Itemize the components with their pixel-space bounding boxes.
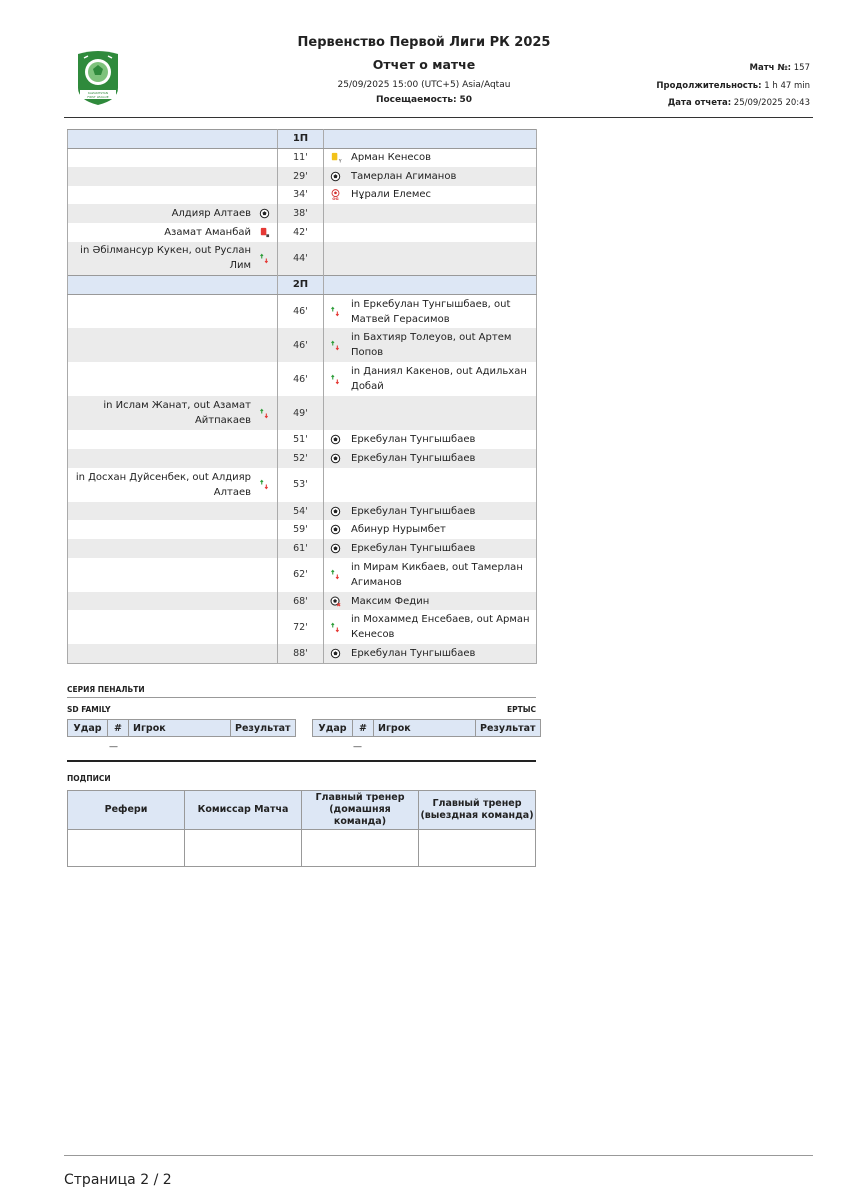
away-event [324,644,537,663]
goal-icon [259,208,270,219]
col-shot: Удар [68,720,108,737]
event-row [68,362,537,396]
event-row [68,520,537,539]
away-event [324,148,537,167]
away-event-text: Максим Федин [351,595,430,607]
away-event [324,328,537,362]
league-title: Первенство Первой Лиги РК 2025 [297,35,551,50]
report-header [0,0,848,120]
goal-icon [330,171,341,182]
away-event [324,502,537,521]
event-row [68,186,537,205]
event-minute: 44' [278,242,324,276]
substitution-icon [330,374,341,385]
away-event-text: Тамерлан Агиманов [351,170,457,182]
signatures-table [67,790,536,867]
substitution-icon [259,253,270,264]
home-event-text: in Досхан Дуйсенбек, out Алдияр Алтаев [75,471,251,498]
event-row [68,396,537,430]
away-event [324,520,537,539]
col-player: Игрок [129,720,231,737]
report-date-value: 25/09/2025 20:43 [733,98,810,108]
event-minute: 53' [278,468,324,502]
red-card-icon [259,227,270,238]
event-minute: 29' [278,167,324,186]
signatures-title: ПОДПИСИ [67,774,111,783]
report-date-label: Дата отчета: [667,98,732,108]
event-minute: 54' [278,502,324,521]
event-row [68,204,537,223]
penalty-table-home [67,719,296,737]
duration-value: 1 h 47 min [764,81,810,91]
event-minute: 46' [278,294,324,328]
missed-penalty-icon [330,596,341,607]
event-minute: 62' [278,558,324,592]
penalty-table-away [312,719,541,737]
event-minute: 59' [278,520,324,539]
sig-home-coach-line1: Главный тренер [315,792,405,803]
away-event-text: Еркебулан Тунгышбаев [351,542,476,554]
match-number [550,63,810,73]
away-event [324,186,537,205]
half-label: 1П [278,130,324,149]
away-event [324,294,537,328]
home-event [68,223,278,242]
away-event-text: Арман Кенесов [351,152,432,164]
away-event [324,430,537,449]
event-row [68,502,537,521]
svg-text:Y: Y [338,159,342,165]
substitution-icon [330,569,341,580]
home-event [68,242,278,276]
footer-divider [64,1155,813,1156]
away-event-text: in Бахтияр Толеуов, out Артем Попов [351,332,512,359]
sig-away-coach-box[interactable] [419,830,536,867]
svg-text:KAZAKHSTAN: KAZAKHSTAN [87,91,109,95]
col-result: Результат [231,720,296,737]
goal-icon [330,506,341,517]
event-row [68,468,537,502]
substitution-icon [330,622,341,633]
away-event [324,539,537,558]
goal-icon [330,524,341,535]
goal-icon [330,453,341,464]
event-minute: 61' [278,539,324,558]
away-event-text: Еркебулан Тунгышбаев [351,505,476,517]
penalty-home-empty: — [109,742,118,752]
event-row [68,294,537,328]
away-event-text: Еркебулан Тунгышбаев [351,452,476,464]
sig-commissioner-header: Комиссар Матча [185,791,302,830]
half-header-1 [68,130,537,149]
away-event [324,362,537,396]
own-goal-icon [330,189,341,200]
sig-away-coach-header [419,791,536,830]
penalty-bottom-divider [67,760,536,762]
goal-icon [330,648,341,659]
home-event [68,396,278,430]
penalty-home-team: SD FAMILY [67,705,111,714]
event-row [68,242,537,276]
away-event-text: in Даниял Какенов, out Адильхан Добай [351,366,527,393]
yellow-card-icon [330,152,341,163]
event-row [68,610,537,644]
event-minute: 46' [278,328,324,362]
match-number-value: 157 [793,63,810,73]
svg-text:OG: OG [332,196,339,202]
event-minute: 51' [278,430,324,449]
away-event-text: Абинур Нурымбет [351,524,446,536]
duration-label: Продолжительность: [656,81,762,91]
svg-text:FIRST LEAGUE: FIRST LEAGUE [87,95,109,99]
event-minute: 11' [278,148,324,167]
report-date [550,98,810,108]
header-divider [64,117,813,118]
penalty-away-empty: — [353,742,362,752]
event-minute: 49' [278,396,324,430]
away-event [324,558,537,592]
event-row [68,167,537,186]
away-event [324,610,537,644]
away-event-text: Еркебулан Тунгышбаев [351,434,476,446]
event-minute: 72' [278,610,324,644]
event-row [68,558,537,592]
away-event [324,167,537,186]
home-event-text: Азамат Аманбай [164,226,251,238]
sig-away-coach-line1: Главный тренер [432,798,522,809]
page-number: Страница 2 / 2 [64,1172,172,1188]
sig-home-coach-header [302,791,419,830]
event-minute: 68' [278,592,324,611]
match-number-label: Матч №: [749,63,792,73]
event-row [68,592,537,611]
home-event-text: in Әбілмансур Кукен, out Руслан Лим [80,245,251,272]
sig-home-coach-line2: (домашняя команда) [329,804,391,827]
home-event-text: in Ислам Жанат, out Азамат Айтпакаев [103,400,251,427]
substitution-icon [330,340,341,351]
sig-referee-box[interactable] [68,830,185,867]
sig-home-coach-box[interactable] [302,830,419,867]
away-event [324,449,537,468]
home-event [68,468,278,502]
events-table [67,129,537,664]
penalty-divider [67,697,536,698]
away-event-text: in Еркебулан Тунгышбаев, out Матвей Герасимов [351,298,511,325]
event-row [68,430,537,449]
event-minute: 34' [278,186,324,205]
event-minute: 52' [278,449,324,468]
away-event-text: Нұрали Елемес [351,189,432,201]
col-shot: Удар [313,720,353,737]
substitution-icon [259,479,270,490]
event-row [68,148,537,167]
attendance-label: Посещаемость: [375,95,457,105]
event-minute: 46' [278,362,324,396]
substitution-icon [330,306,341,317]
event-minute: 42' [278,223,324,242]
col-number: # [353,720,374,737]
away-event-text: in Мирам Кикбаев, out Тамерлан Агиманов [351,561,523,588]
home-event [68,204,278,223]
event-row [68,644,537,663]
goal-icon [330,543,341,554]
penalty-away-team: ЕРТЫС [506,705,536,714]
sig-commissioner-box[interactable] [185,830,302,867]
event-row [68,449,537,468]
match-datetime: 25/09/2025 15:00 (UTC+5) Asia/Aqtau [337,80,511,90]
substitution-icon [259,408,270,419]
away-event-text: in Мохаммед Енсебаев, out Арман Кенесов [351,614,530,641]
attendance-value: 50 [459,95,473,105]
home-event-text: Алдияр Алтаев [171,208,251,220]
event-row [68,539,537,558]
report-subtitle: Отчет о матче [372,57,476,72]
event-minute: 38' [278,204,324,223]
away-event [324,592,537,611]
sig-referee-header: Рефери [68,791,185,830]
col-number: # [108,720,129,737]
half-label: 2П [278,276,324,295]
col-result: Результат [476,720,541,737]
away-event-text: Еркебулан Тунгышбаев [351,648,476,660]
event-row [68,223,537,242]
half-header-2 [68,276,537,295]
event-minute: 88' [278,644,324,663]
penalty-section-title: СЕРИЯ ПЕНАЛЬТИ [67,685,145,694]
goal-icon [330,434,341,445]
event-row [68,328,537,362]
sig-away-coach-line2: (выездная команда) [420,810,534,821]
match-duration [550,81,810,91]
col-player: Игрок [374,720,476,737]
